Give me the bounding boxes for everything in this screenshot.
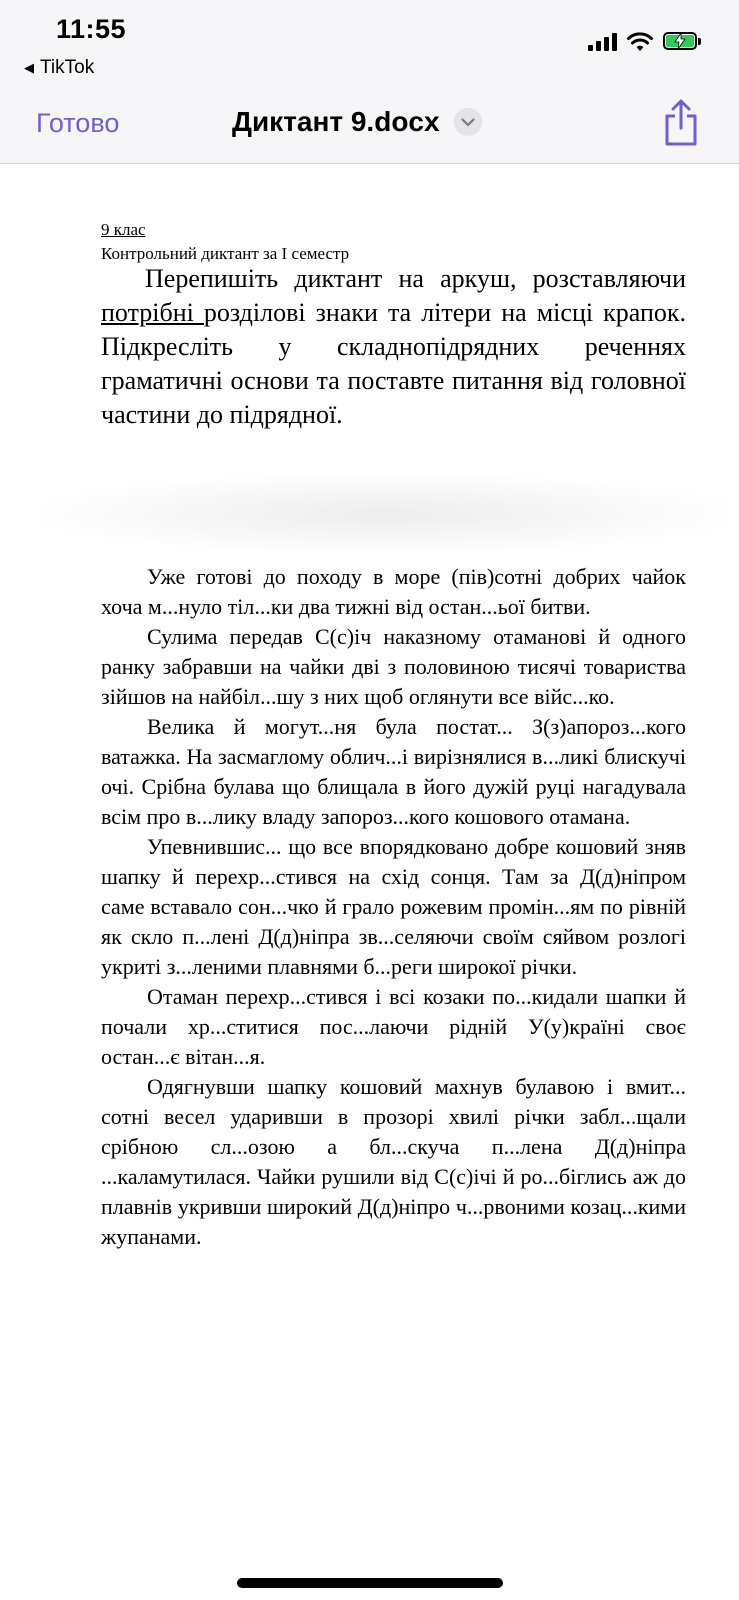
document-title: Диктант 9.docx: [232, 106, 440, 137]
dictation-text: [101, 562, 686, 1252]
blurred-area: [40, 474, 730, 554]
chevron-down-icon[interactable]: [454, 108, 482, 136]
paragraph: Уже готові до походу в море (пів)сотні добрих чайок хоча м...нуло тіл...ки два тижні від остан...ьої битви.: [101, 564, 686, 619]
share-icon[interactable]: [661, 98, 701, 148]
done-button[interactable]: Готово: [36, 108, 120, 138]
paragraph: Упевнившис... що все впорядковано добре кошовий зняв шапку й перехр...стився на схід сонця. Там за Д(д)ніпром саме вставало сон...чко й грало рожевим промін...ям по рівній як скло п...лені Д(д)ніпра зв...селяючи своїм сяйвом розлогі укриті з...леними плавнями б...реги широкої річки.: [101, 834, 686, 979]
system-icons: [588, 32, 703, 52]
status-bar: [0, 0, 739, 90]
test-title: Контрольний диктант за I семестр: [101, 244, 350, 263]
paragraph: Одягнувши шапку кошовий махнув булавою і вмит... сотні весел ударивши в прозорі хвилі річки забл...щали срібною сл...озою а бл...скуча п...лена Д(д)ніпра ...каламутилася. Чайки рушили від С(с)ічі й ро...біглись аж до плавнів укривши широкий Д(д)ніпро ч...рвоними козац...кими жупанами.: [101, 1074, 686, 1249]
cellular-signal-icon: [588, 33, 617, 51]
wifi-icon: [627, 32, 653, 52]
document-title-menu[interactable]: [232, 106, 482, 138]
grade-label: 9 клас: [101, 220, 146, 239]
home-indicator[interactable]: [237, 1578, 503, 1588]
back-to-app-link[interactable]: [24, 57, 94, 79]
document-page: [0, 164, 739, 1600]
paragraph: Сулима передав С(с)іч наказному отаманові й одного ранку забравши на чайки дві з половиною тисячі товариства зійшов на найбіл...шу з них щоб оглянути все війс...ко.: [101, 624, 686, 709]
battery-charging-icon: [663, 32, 703, 52]
underlined-word: потрібні: [101, 298, 204, 327]
status-time: 11:55: [56, 14, 127, 44]
paragraph: Отаман перехр...стився і всі козаки по...кидали шапки й почали хр...ститися пос...лаючи рідній У(у)країні своє остан...є вітан...я.: [101, 984, 686, 1069]
back-app-label: TikTok: [40, 57, 95, 78]
document-nav-bar: [0, 90, 739, 164]
back-triangle-icon: ◀: [24, 60, 34, 75]
paragraph: Велика й могут...ня була постат... З(з)апороз...кого ватажка. На засмаглому облич...і вирізнялися в...ликі блискучі очі. Срібна булава що блищала в його дужій руці нагадувала всім про в...лику владу запороз...кого кошового отамана.: [101, 714, 686, 829]
task-instructions: Перепишіть диктант на аркуш, розставляючи потрібні розділові знаки та літери на місці крапок. Підкресліть у складнопідрядних реченнях граматичні основи та поставте питання від головної частини до підрядної.: [101, 264, 686, 429]
